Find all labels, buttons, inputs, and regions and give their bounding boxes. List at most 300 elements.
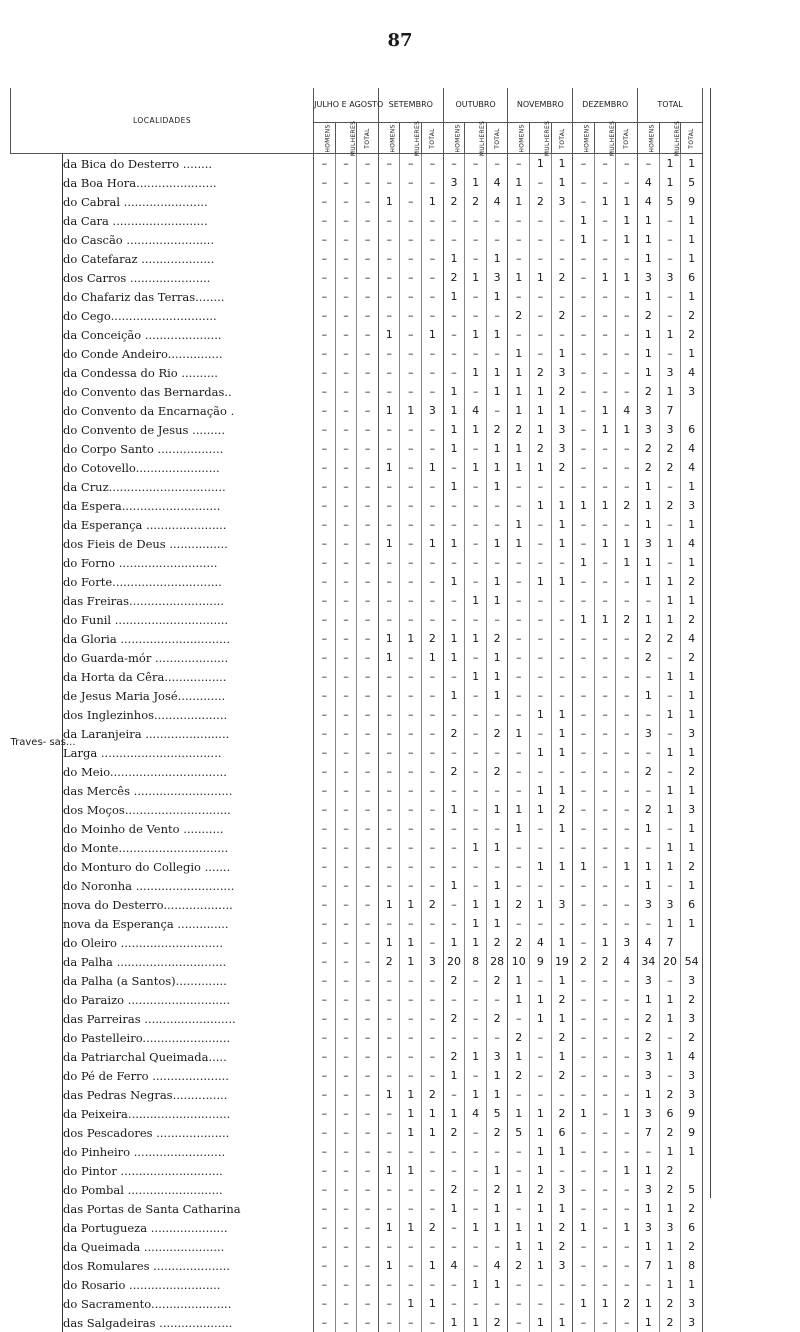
value-cell: – — [486, 610, 508, 629]
value-cell: – — [378, 572, 400, 591]
value-cell: 1 — [681, 876, 703, 895]
value-cell: 1 — [400, 1294, 422, 1313]
value-cell: – — [335, 1142, 357, 1161]
value-cell: – — [400, 705, 422, 724]
table-row — [11, 629, 703, 648]
value-cell: – — [314, 458, 336, 477]
value-cell: 2 — [638, 629, 660, 648]
value-cell: – — [508, 1313, 530, 1332]
value-cell: 1 — [443, 534, 465, 553]
value-cell: – — [422, 553, 444, 572]
value-cell: 2 — [551, 382, 573, 401]
value-cell: 2 — [638, 382, 660, 401]
value-cell: 2 — [681, 762, 703, 781]
value-cell: – — [616, 838, 638, 857]
value-cell: 1 — [486, 439, 508, 458]
value-cell: 1 — [638, 230, 660, 249]
value-cell: 1 — [681, 705, 703, 724]
value-cell: – — [400, 1275, 422, 1294]
value-cell: – — [659, 686, 681, 705]
locality-name: dos Romulares ..................... — [63, 1256, 314, 1275]
value-cell: – — [422, 857, 444, 876]
value-cell: 2 — [443, 724, 465, 743]
value-cell: 1 — [551, 173, 573, 192]
value-cell: 2 — [681, 1237, 703, 1256]
value-cell: – — [378, 1009, 400, 1028]
value-cell: – — [551, 1275, 573, 1294]
value-cell: 1 — [681, 477, 703, 496]
table-row — [11, 952, 703, 971]
value-cell: 1 — [508, 515, 530, 534]
value-cell: – — [357, 211, 379, 230]
value-cell: – — [616, 515, 638, 534]
value-cell: – — [422, 268, 444, 287]
value-cell: 4 — [486, 1256, 508, 1275]
value-cell: 2 — [486, 933, 508, 952]
value-cell: – — [486, 1028, 508, 1047]
value-cell: – — [400, 534, 422, 553]
total-header: TOTAL — [638, 88, 703, 123]
value-cell: – — [378, 990, 400, 1009]
value-cell: 34 — [638, 952, 660, 971]
value-cell: – — [422, 1237, 444, 1256]
locality-name: dos Moços............................. — [63, 800, 314, 819]
value-cell: – — [378, 211, 400, 230]
value-cell: – — [573, 1009, 595, 1028]
value-cell: 1 — [508, 1237, 530, 1256]
value-cell: 1 — [573, 610, 595, 629]
value-cell: 1 — [551, 534, 573, 553]
value-cell: – — [400, 515, 422, 534]
value-cell: – — [357, 382, 379, 401]
value-cell: – — [616, 876, 638, 895]
value-cell: – — [443, 496, 465, 515]
value-cell: 4 — [486, 192, 508, 211]
value-cell: 3 — [681, 800, 703, 819]
value-cell: 1 — [400, 629, 422, 648]
value-cell: – — [335, 401, 357, 420]
month-header: SETEMBRO — [378, 88, 443, 123]
value-cell: 2 — [486, 971, 508, 990]
value-cell: – — [443, 1294, 465, 1313]
table-row — [11, 648, 703, 667]
value-cell: – — [314, 1237, 336, 1256]
value-cell: – — [400, 990, 422, 1009]
value-cell: 4 — [616, 401, 638, 420]
value-cell: – — [357, 1237, 379, 1256]
value-cell: 1 — [616, 1161, 638, 1180]
value-cell: – — [508, 762, 530, 781]
locality-name: dos Pescadores .................... — [63, 1123, 314, 1142]
table-row — [11, 1275, 703, 1294]
value-cell: – — [400, 648, 422, 667]
value-cell: 2 — [638, 1028, 660, 1047]
value-cell: – — [378, 477, 400, 496]
value-cell: – — [551, 838, 573, 857]
value-cell: – — [400, 1313, 422, 1332]
value-cell: – — [594, 230, 616, 249]
value-cell: – — [659, 762, 681, 781]
value-cell: – — [443, 667, 465, 686]
value-cell: – — [422, 572, 444, 591]
value-cell: 2 — [486, 629, 508, 648]
value-cell: 7 — [638, 1256, 660, 1275]
value-cell: – — [616, 591, 638, 610]
value-cell: 1 — [616, 1218, 638, 1237]
value-cell: – — [465, 990, 487, 1009]
value-cell: – — [314, 287, 336, 306]
value-cell: 4 — [616, 952, 638, 971]
value-cell: – — [314, 249, 336, 268]
value-cell: 1 — [594, 610, 616, 629]
value-cell: – — [530, 211, 552, 230]
value-cell: 1 — [638, 249, 660, 268]
value-cell: 3 — [638, 895, 660, 914]
table-row — [11, 553, 703, 572]
value-cell: – — [357, 1313, 379, 1332]
value-cell: – — [443, 705, 465, 724]
value-cell: 1 — [551, 781, 573, 800]
value-cell: – — [594, 1123, 616, 1142]
value-cell: 1 — [551, 1313, 573, 1332]
value-cell: 1 — [530, 1123, 552, 1142]
value-cell: – — [314, 724, 336, 743]
value-cell: 1 — [659, 173, 681, 192]
ledger-sheet — [10, 88, 711, 1198]
table-row — [11, 838, 703, 857]
value-cell: – — [508, 876, 530, 895]
value-cell: – — [378, 1028, 400, 1047]
table-row — [11, 496, 703, 515]
value-cell: – — [378, 306, 400, 325]
value-cell: – — [314, 895, 336, 914]
value-cell: – — [616, 1085, 638, 1104]
value-cell: 1 — [443, 1104, 465, 1123]
value-cell: 1 — [508, 363, 530, 382]
value-cell: – — [335, 686, 357, 705]
locality-name: do Forno ........................... — [63, 553, 314, 572]
table-row — [11, 477, 703, 496]
value-cell: – — [616, 1028, 638, 1047]
value-cell: – — [594, 914, 616, 933]
value-cell: – — [378, 819, 400, 838]
value-cell: 1 — [508, 1180, 530, 1199]
value-cell: – — [465, 610, 487, 629]
value-cell: – — [357, 724, 379, 743]
value-cell: 4 — [681, 439, 703, 458]
value-cell: – — [594, 1066, 616, 1085]
value-cell: 1 — [551, 401, 573, 420]
value-cell: 2 — [638, 439, 660, 458]
value-cell: – — [378, 154, 400, 174]
value-cell: 1 — [486, 1218, 508, 1237]
value-cell: 3 — [638, 268, 660, 287]
value-cell: – — [594, 325, 616, 344]
value-cell: – — [508, 838, 530, 857]
value-cell: – — [530, 553, 552, 572]
value-cell: – — [378, 287, 400, 306]
value-cell: – — [508, 591, 530, 610]
value-cell: – — [530, 876, 552, 895]
subcolumn-label: TOTAL — [688, 128, 695, 149]
value-cell: – — [573, 154, 595, 174]
value-cell: 4 — [443, 1256, 465, 1275]
value-cell: – — [400, 591, 422, 610]
value-cell: – — [594, 591, 616, 610]
locality-name: da Boa Hora...................... — [63, 173, 314, 192]
locality-name: Larga ................................. — [63, 743, 314, 762]
value-cell: 1 — [378, 192, 400, 211]
value-cell: – — [314, 1275, 336, 1294]
value-cell: 3 — [551, 363, 573, 382]
value-cell: – — [443, 1161, 465, 1180]
value-cell: 1 — [400, 895, 422, 914]
value-cell: – — [335, 800, 357, 819]
value-cell: 1 — [508, 819, 530, 838]
value-cell: 1 — [530, 154, 552, 174]
value-cell: – — [573, 1237, 595, 1256]
value-cell: 1 — [638, 325, 660, 344]
value-cell: 1 — [486, 838, 508, 857]
value-cell: 1 — [616, 420, 638, 439]
value-cell: 3 — [551, 1256, 573, 1275]
value-cell: 1 — [551, 572, 573, 591]
value-cell: 2 — [594, 952, 616, 971]
table-row — [11, 325, 703, 344]
value-cell: – — [378, 876, 400, 895]
value-cell: – — [508, 1142, 530, 1161]
value-cell: – — [314, 420, 336, 439]
value-cell: 5 — [681, 1180, 703, 1199]
value-cell: 1 — [443, 686, 465, 705]
subcolumn-label: MULHERES — [350, 120, 357, 155]
value-cell: – — [659, 515, 681, 534]
subcolumn-header — [573, 123, 595, 154]
value-cell: 3 — [638, 401, 660, 420]
table-row — [11, 705, 703, 724]
value-cell: – — [465, 439, 487, 458]
value-cell: 1 — [659, 857, 681, 876]
locality-name: do Monte.............................. — [63, 838, 314, 857]
value-cell: – — [314, 1218, 336, 1237]
value-cell: – — [357, 895, 379, 914]
value-cell: 2 — [659, 458, 681, 477]
value-cell — [681, 401, 703, 420]
value-cell: – — [594, 1047, 616, 1066]
value-cell: 1 — [530, 705, 552, 724]
value-cell: – — [616, 762, 638, 781]
value-cell: 1 — [378, 458, 400, 477]
value-cell: – — [594, 800, 616, 819]
value-cell: – — [357, 971, 379, 990]
value-cell: – — [594, 1104, 616, 1123]
value-cell: 1 — [465, 838, 487, 857]
value-cell: 1 — [594, 420, 616, 439]
value-cell: 1 — [659, 1275, 681, 1294]
value-cell: – — [616, 1275, 638, 1294]
locality-name: das Parreiras ......................... — [63, 1009, 314, 1028]
value-cell: – — [314, 1256, 336, 1275]
value-cell: – — [357, 1104, 379, 1123]
value-cell: – — [443, 591, 465, 610]
value-cell: 1 — [616, 857, 638, 876]
value-cell: – — [486, 743, 508, 762]
value-cell: 1 — [638, 857, 660, 876]
value-cell: – — [594, 154, 616, 174]
value-cell: – — [594, 819, 616, 838]
value-cell: 1 — [378, 895, 400, 914]
value-cell: 3 — [659, 1218, 681, 1237]
value-cell: – — [616, 458, 638, 477]
value-cell: 1 — [508, 534, 530, 553]
value-cell: – — [508, 743, 530, 762]
value-cell: – — [508, 154, 530, 174]
value-cell: 1 — [530, 382, 552, 401]
value-cell: – — [314, 819, 336, 838]
value-cell: – — [465, 496, 487, 515]
value-cell: – — [314, 572, 336, 591]
value-cell: – — [422, 933, 444, 952]
ledger-table — [10, 88, 703, 1332]
value-cell: – — [357, 1256, 379, 1275]
locality-name: do Cascão ........................ — [63, 230, 314, 249]
subcolumn-header — [551, 123, 573, 154]
value-cell: – — [422, 914, 444, 933]
value-cell: – — [486, 990, 508, 1009]
table-row — [11, 1047, 703, 1066]
value-cell: 2 — [508, 1028, 530, 1047]
subcolumn-header — [530, 123, 552, 154]
locality-name: do Convento das Bernardas.. — [63, 382, 314, 401]
value-cell: – — [465, 1237, 487, 1256]
value-cell: – — [314, 857, 336, 876]
value-cell: 1 — [422, 1123, 444, 1142]
value-cell: 3 — [638, 1066, 660, 1085]
value-cell: – — [335, 249, 357, 268]
value-cell: 2 — [551, 1218, 573, 1237]
value-cell: 5 — [508, 1123, 530, 1142]
table-row — [11, 1104, 703, 1123]
value-cell: 1 — [422, 534, 444, 553]
value-cell: 1 — [530, 496, 552, 515]
value-cell: – — [357, 876, 379, 895]
value-cell: – — [465, 211, 487, 230]
value-cell: – — [335, 1294, 357, 1313]
value-cell: 1 — [400, 1218, 422, 1237]
value-cell: – — [422, 249, 444, 268]
value-cell: 1 — [638, 1237, 660, 1256]
value-cell: – — [357, 572, 379, 591]
value-cell: 1 — [659, 325, 681, 344]
value-cell: – — [530, 230, 552, 249]
value-cell: – — [314, 363, 336, 382]
value-cell: 1 — [465, 933, 487, 952]
value-cell: – — [443, 914, 465, 933]
table-row — [11, 515, 703, 534]
value-cell: 9 — [681, 192, 703, 211]
value-cell: 2 — [638, 648, 660, 667]
value-cell: 3 — [681, 382, 703, 401]
value-cell: – — [357, 686, 379, 705]
value-cell: – — [335, 553, 357, 572]
value-cell: – — [530, 591, 552, 610]
value-cell: 2 — [443, 971, 465, 990]
value-cell: – — [357, 287, 379, 306]
value-cell: 2 — [573, 952, 595, 971]
value-cell: 2 — [551, 1028, 573, 1047]
value-cell: 1 — [659, 667, 681, 686]
locality-name: da Gloria .............................. — [63, 629, 314, 648]
value-cell: – — [508, 857, 530, 876]
value-cell: – — [357, 914, 379, 933]
value-cell: 2 — [443, 1123, 465, 1142]
value-cell: 1 — [551, 1199, 573, 1218]
value-cell: – — [551, 1085, 573, 1104]
value-cell: – — [314, 306, 336, 325]
locality-name: do Catefaraz .................... — [63, 249, 314, 268]
value-cell: 1 — [638, 553, 660, 572]
value-cell: 6 — [681, 1218, 703, 1237]
locality-name: do Convento de Jesus ......... — [63, 420, 314, 439]
value-cell: – — [357, 249, 379, 268]
value-cell: 3 — [551, 420, 573, 439]
value-cell: – — [443, 553, 465, 572]
localidades-header: LOCALIDADES — [11, 88, 314, 154]
value-cell: 2 — [659, 629, 681, 648]
value-cell: 3 — [486, 1047, 508, 1066]
table-row — [11, 610, 703, 629]
value-cell: – — [573, 591, 595, 610]
value-cell: 1 — [378, 325, 400, 344]
value-cell: – — [594, 1199, 616, 1218]
value-cell: – — [616, 914, 638, 933]
value-cell: – — [400, 1256, 422, 1275]
value-cell: 1 — [638, 876, 660, 895]
value-cell: – — [465, 1180, 487, 1199]
value-cell: 2 — [681, 325, 703, 344]
value-cell: 1 — [616, 534, 638, 553]
value-cell: – — [335, 420, 357, 439]
value-cell: – — [659, 648, 681, 667]
value-cell: 1 — [573, 1218, 595, 1237]
table-row — [11, 192, 703, 211]
value-cell: – — [314, 1104, 336, 1123]
value-cell: 1 — [616, 268, 638, 287]
value-cell: – — [465, 344, 487, 363]
value-cell: 20 — [659, 952, 681, 971]
table-row — [11, 1180, 703, 1199]
locality-name: da Esperança ...................... — [63, 515, 314, 534]
value-cell: 2 — [551, 306, 573, 325]
value-cell: 1 — [465, 591, 487, 610]
value-cell: 1 — [465, 1085, 487, 1104]
value-cell: – — [400, 781, 422, 800]
value-cell: – — [594, 648, 616, 667]
value-cell: 1 — [443, 876, 465, 895]
value-cell: – — [314, 496, 336, 515]
value-cell: – — [573, 325, 595, 344]
value-cell: 1 — [594, 933, 616, 952]
value-cell: 6 — [681, 268, 703, 287]
value-cell: – — [616, 705, 638, 724]
value-cell: 2 — [659, 1123, 681, 1142]
value-cell: 1 — [486, 458, 508, 477]
value-cell: – — [486, 1237, 508, 1256]
value-cell: – — [314, 192, 336, 211]
value-cell: – — [530, 819, 552, 838]
value-cell: – — [378, 496, 400, 515]
locality-name: do Corpo Santo .................. — [63, 439, 314, 458]
